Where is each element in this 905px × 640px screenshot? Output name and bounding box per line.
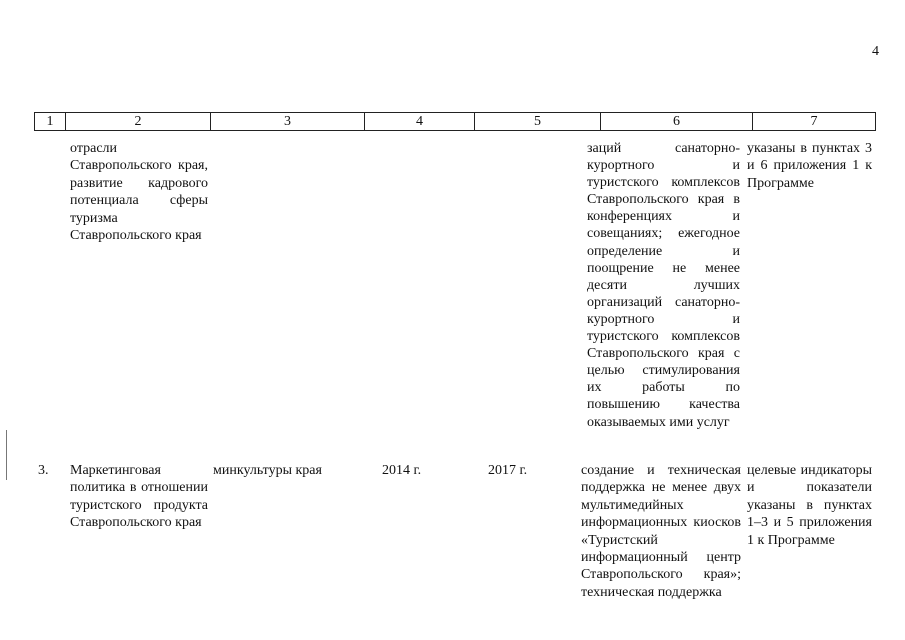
row1-expected-results: заций санаторно-курортного и туристского комплексов Ставропольского края в конференциях и совещаниях; ежегодное определение и поощрение не менее десяти лучших организаций санаторно-курортного и туристского комплексов Ставропольского края с целью стимулирования их работы по повышению качества оказываемых ими услуг (587, 141, 740, 430)
header-col-1: 1 (35, 113, 66, 131)
header-col-6: 6 (601, 113, 753, 131)
column-number-header (34, 112, 876, 131)
header-col-3: 3 (211, 113, 365, 131)
row1-measure-description: отрасли Ставропольского края, развитие кадрового потенциала сферы туризма Ставропольского края (70, 141, 208, 244)
header-col-5: 5 (475, 113, 601, 131)
margin-scan-mark (6, 430, 7, 480)
row3-expected-results: создание и техническая поддержка не менее двух мультимедийных информационных киосков «Туристский информационный центр Ставропольского края»; техническая поддержка (581, 463, 741, 600)
page-number: 4 (872, 44, 879, 59)
row3-number: 3. (38, 463, 49, 478)
header-col-2: 2 (66, 113, 211, 131)
row1-indicators: указаны в пунктах 3 и 6 приложения 1 к Программе (747, 141, 872, 191)
header-col-4: 4 (365, 113, 475, 131)
header-col-7: 7 (753, 113, 876, 131)
row3-end-year: 2017 г. (488, 463, 528, 478)
row3-indicators: целевые индикаторы и показатели указаны в пунктах 1–3 и 5 приложения 1 к Программе (747, 463, 872, 548)
row3-executor: минкультуры края (213, 463, 322, 478)
row3-start-year: 2014 г. (382, 463, 422, 478)
row3-measure-description: Маркетинговая политика в отношении туристского продукта Ставропольского края (70, 463, 208, 531)
